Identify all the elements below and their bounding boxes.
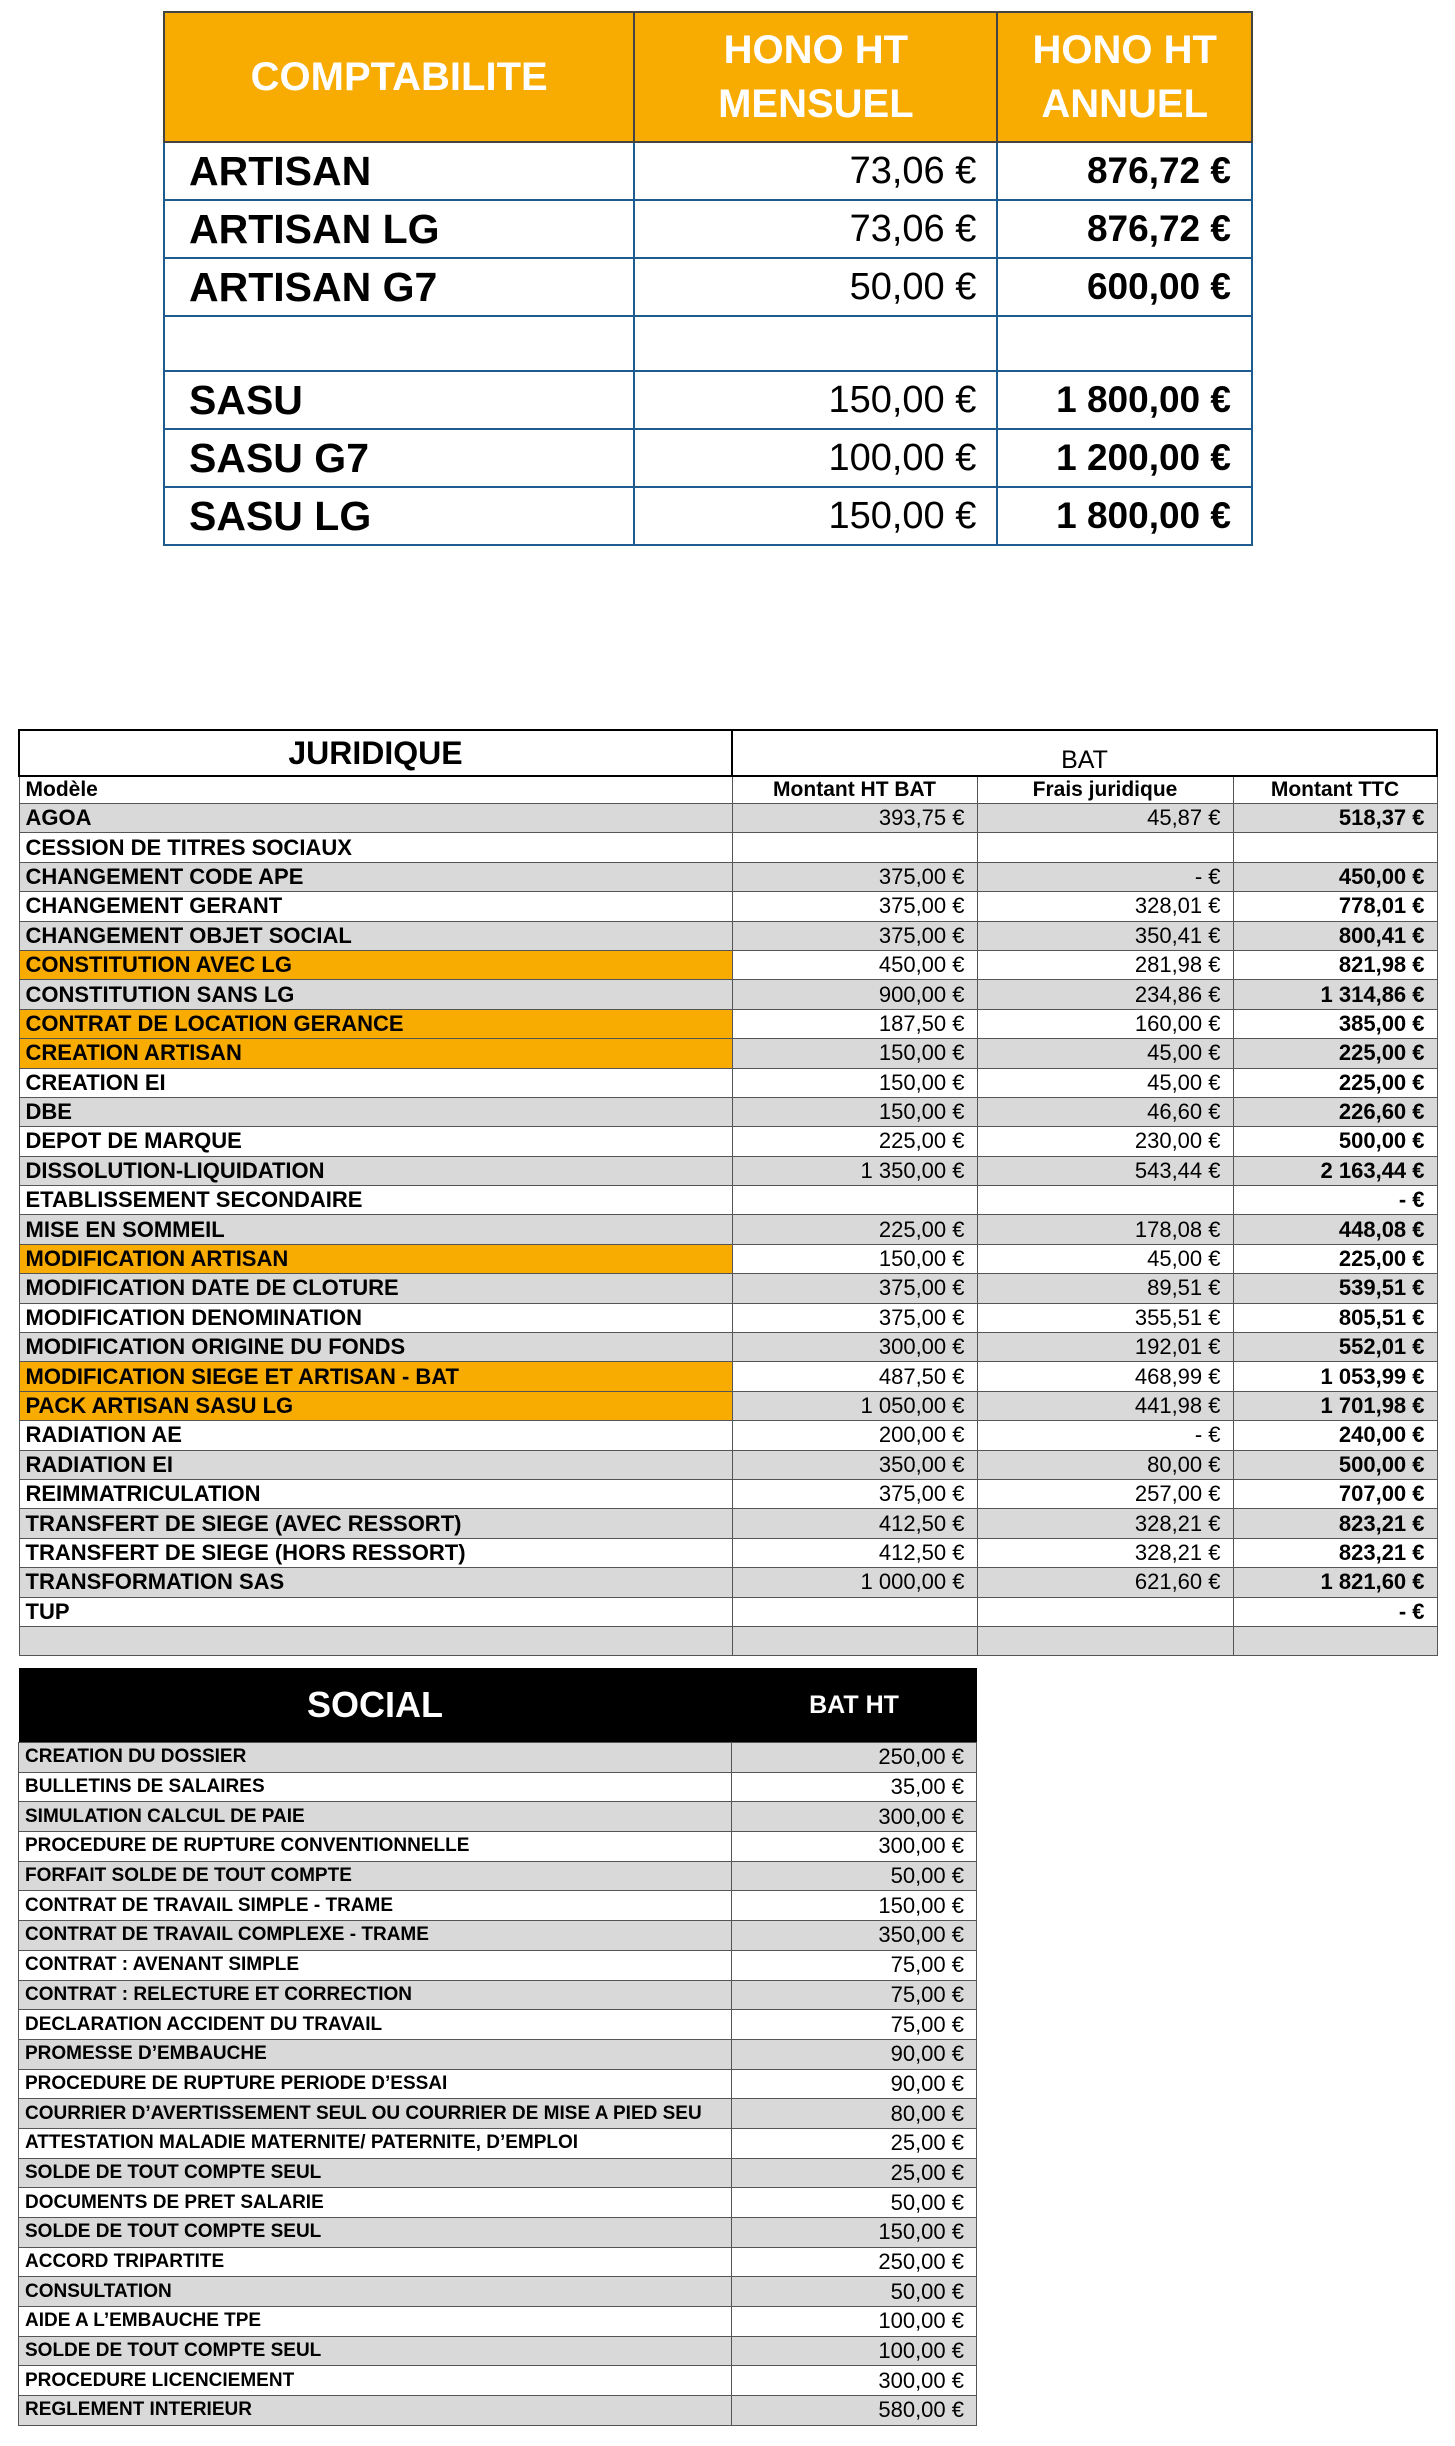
bat-ht-cell: 150,00 € xyxy=(732,1891,977,1921)
juridique-row xyxy=(19,1509,1437,1538)
bat-ht-cell: 90,00 € xyxy=(732,2039,977,2069)
comptabilite-title: COMPTABILITE xyxy=(164,12,634,142)
social-row xyxy=(19,2128,977,2158)
row-label: SASU LG xyxy=(164,487,634,545)
social-label-cell: SIMULATION CALCUL DE PAIE xyxy=(19,1802,732,1832)
comptabilite-row xyxy=(164,316,1252,371)
bat-ht-cell: 90,00 € xyxy=(732,2069,977,2099)
social-label-cell: CREATION DU DOSSIER xyxy=(19,1743,732,1773)
social-row xyxy=(19,1921,977,1951)
bat-ht-cell: 25,00 € xyxy=(732,2128,977,2158)
row-label: ARTISAN xyxy=(164,142,634,200)
social-row xyxy=(19,2188,977,2218)
modele-cell: MISE EN SOMMEIL xyxy=(19,1215,732,1244)
frais-juridique-cell: 230,00 € xyxy=(977,1127,1233,1156)
social-row xyxy=(19,1832,977,1862)
bat-ht-cell: 300,00 € xyxy=(732,2366,977,2396)
social-label-cell: PROCEDURE LICENCIEMENT xyxy=(19,2366,732,2396)
bat-ht-cell: 50,00 € xyxy=(732,2188,977,2218)
juridique-row xyxy=(19,1421,1437,1450)
bat-group-header: BAT xyxy=(732,730,1437,776)
social-row xyxy=(19,2366,977,2396)
juridique-row xyxy=(19,1156,1437,1185)
hono-annuel-cell: 1 200,00 € xyxy=(997,429,1252,487)
montant-ttc-cell: 500,00 € xyxy=(1233,1450,1437,1479)
modele-cell: RADIATION EI xyxy=(19,1450,732,1479)
hono-mensuel-cell: 50,00 € xyxy=(634,258,997,316)
bat-ht-cell: 100,00 € xyxy=(732,2336,977,2366)
social-row xyxy=(19,2396,977,2426)
modele-cell: CHANGEMENT CODE APE xyxy=(19,862,732,891)
frais-juridique-cell xyxy=(977,833,1233,862)
hono-mensuel-cell: 100,00 € xyxy=(634,429,997,487)
bat-ht-cell: 75,00 € xyxy=(732,1950,977,1980)
social-label-cell: PROCEDURE DE RUPTURE CONVENTIONNELLE xyxy=(19,1832,732,1862)
header-hono-mensuel: HONO HT MENSUEL xyxy=(634,12,997,142)
montant-ht-cell: 412,50 € xyxy=(732,1509,977,1538)
modele-cell: RADIATION AE xyxy=(19,1421,732,1450)
modele-cell: DEPOT DE MARQUE xyxy=(19,1127,732,1156)
montant-ht-cell: 150,00 € xyxy=(732,1039,977,1068)
frais-juridique-cell: 350,41 € xyxy=(977,921,1233,950)
frais-juridique-cell: 89,51 € xyxy=(977,1274,1233,1303)
social-row xyxy=(19,2247,977,2277)
montant-ht-cell xyxy=(732,1186,977,1215)
juridique-row xyxy=(19,1479,1437,1508)
social-row xyxy=(19,2307,977,2337)
social-row xyxy=(19,1980,977,2010)
frais-juridique-cell: - € xyxy=(977,1421,1233,1450)
social-label-cell: DECLARATION ACCIDENT DU TRAVAIL xyxy=(19,2010,732,2040)
hono-annuel-cell: 876,72 € xyxy=(997,200,1252,258)
montant-ht-cell: 225,00 € xyxy=(732,1127,977,1156)
montant-ttc-cell: 823,21 € xyxy=(1233,1538,1437,1567)
social-label-cell: DOCUMENTS DE PRET SALARIE xyxy=(19,2188,732,2218)
juridique-row xyxy=(19,1626,1437,1655)
montant-ttc-cell: 518,37 € xyxy=(1233,804,1437,833)
juridique-row xyxy=(19,1068,1437,1097)
col-frais-juridique: Frais juridique xyxy=(977,776,1233,804)
modele-cell: TRANSFORMATION SAS xyxy=(19,1568,732,1597)
hono-mensuel-cell: 150,00 € xyxy=(634,371,997,429)
comptabilite-row xyxy=(164,258,1252,316)
montant-ttc-cell: 821,98 € xyxy=(1233,950,1437,979)
montant-ttc-cell: 448,08 € xyxy=(1233,1215,1437,1244)
montant-ttc-cell: 225,00 € xyxy=(1233,1068,1437,1097)
frais-juridique-cell: 468,99 € xyxy=(977,1362,1233,1391)
bat-ht-cell: 350,00 € xyxy=(732,1921,977,1951)
frais-juridique-cell: 234,86 € xyxy=(977,980,1233,1009)
montant-ttc-cell: 500,00 € xyxy=(1233,1127,1437,1156)
comptabilite-row xyxy=(164,200,1252,258)
montant-ttc-cell: 1 053,99 € xyxy=(1233,1362,1437,1391)
social-label-cell: ATTESTATION MALADIE MATERNITE/ PATERNITE, D’EMPLOI xyxy=(19,2128,732,2158)
social-label-cell: CONSULTATION xyxy=(19,2277,732,2307)
social-label-cell: REGLEMENT INTERIEUR xyxy=(19,2396,732,2426)
montant-ht-cell: 187,50 € xyxy=(732,1009,977,1038)
juridique-row xyxy=(19,1333,1437,1362)
social-label-cell: CONTRAT DE TRAVAIL SIMPLE - TRAME xyxy=(19,1891,732,1921)
montant-ttc-cell xyxy=(1233,1626,1437,1655)
montant-ttc-cell: 385,00 € xyxy=(1233,1009,1437,1038)
modele-cell: TUP xyxy=(19,1597,732,1626)
montant-ht-cell: 375,00 € xyxy=(732,921,977,950)
juridique-body xyxy=(19,804,1437,1656)
montant-ttc-cell: 707,00 € xyxy=(1233,1479,1437,1508)
frais-juridique-cell: 192,01 € xyxy=(977,1333,1233,1362)
montant-ht-cell xyxy=(732,1626,977,1655)
bat-ht-cell: 75,00 € xyxy=(732,2010,977,2040)
hono-annuel-cell: 1 800,00 € xyxy=(997,487,1252,545)
frais-juridique-cell: 355,51 € xyxy=(977,1303,1233,1332)
montant-ht-cell: 375,00 € xyxy=(732,1479,977,1508)
comptabilite-row xyxy=(164,142,1252,200)
social-row xyxy=(19,2039,977,2069)
social-label-cell: COURRIER D’AVERTISSEMENT SEUL OU COURRIER DE MISE A PIED SEU xyxy=(19,2099,732,2129)
hono-annuel-cell: 1 800,00 € xyxy=(997,371,1252,429)
juridique-row xyxy=(19,1597,1437,1626)
juridique-row xyxy=(19,1186,1437,1215)
montant-ht-cell: 450,00 € xyxy=(732,950,977,979)
bat-ht-cell: 250,00 € xyxy=(732,1743,977,1773)
juridique-row xyxy=(19,1215,1437,1244)
frais-juridique-cell: 45,00 € xyxy=(977,1039,1233,1068)
juridique-row xyxy=(19,950,1437,979)
modele-cell: MODIFICATION DENOMINATION xyxy=(19,1303,732,1332)
modele-cell: DISSOLUTION-LIQUIDATION xyxy=(19,1156,732,1185)
frais-juridique-cell: 281,98 € xyxy=(977,950,1233,979)
montant-ht-cell xyxy=(732,1597,977,1626)
modele-cell: CHANGEMENT GERANT xyxy=(19,892,732,921)
montant-ht-cell: 150,00 € xyxy=(732,1097,977,1126)
frais-juridique-cell: 328,01 € xyxy=(977,892,1233,921)
montant-ht-cell: 375,00 € xyxy=(732,1303,977,1332)
social-row xyxy=(19,2069,977,2099)
social-label-cell: PROCEDURE DE RUPTURE PERIODE D’ESSAI xyxy=(19,2069,732,2099)
social-label-cell: SOLDE DE TOUT COMPTE SEUL xyxy=(19,2218,732,2248)
social-row xyxy=(19,2010,977,2040)
frais-juridique-cell: 543,44 € xyxy=(977,1156,1233,1185)
modele-cell: CONSTITUTION AVEC LG xyxy=(19,950,732,979)
social-row xyxy=(19,1743,977,1773)
social-row xyxy=(19,2158,977,2188)
montant-ttc-cell xyxy=(1233,833,1437,862)
social-label-cell: BULLETINS DE SALAIRES xyxy=(19,1772,732,1802)
bat-ht-cell: 250,00 € xyxy=(732,2247,977,2277)
juridique-row xyxy=(19,833,1437,862)
juridique-row xyxy=(19,1391,1437,1420)
modele-cell: ETABLISSEMENT SECONDAIRE xyxy=(19,1186,732,1215)
hono-mensuel-cell: 73,06 € xyxy=(634,142,997,200)
juridique-row xyxy=(19,862,1437,891)
frais-juridique-cell: 328,21 € xyxy=(977,1538,1233,1567)
montant-ht-cell: 375,00 € xyxy=(732,1274,977,1303)
social-row xyxy=(19,1891,977,1921)
modele-cell: CREATION ARTISAN xyxy=(19,1039,732,1068)
frais-juridique-cell: 45,00 € xyxy=(977,1244,1233,1273)
juridique-header-row xyxy=(19,730,1437,776)
juridique-row xyxy=(19,1039,1437,1068)
montant-ht-cell: 150,00 € xyxy=(732,1068,977,1097)
juridique-row xyxy=(19,1568,1437,1597)
modele-cell: REIMMATRICULATION xyxy=(19,1479,732,1508)
frais-juridique-cell: 328,21 € xyxy=(977,1509,1233,1538)
social-row xyxy=(19,1861,977,1891)
frais-juridique-cell: 621,60 € xyxy=(977,1568,1233,1597)
social-label-cell: PROMESSE D’EMBAUCHE xyxy=(19,2039,732,2069)
social-row xyxy=(19,2277,977,2307)
frais-juridique-cell: 46,60 € xyxy=(977,1097,1233,1126)
hono-annuel-cell: 876,72 € xyxy=(997,142,1252,200)
social-label-cell: AIDE A L’EMBAUCHE TPE xyxy=(19,2307,732,2337)
montant-ht-cell: 900,00 € xyxy=(732,980,977,1009)
montant-ht-cell: 225,00 € xyxy=(732,1215,977,1244)
row-label: ARTISAN G7 xyxy=(164,258,634,316)
social-value-header: BAT HT xyxy=(732,1668,977,1743)
modele-cell: TRANSFERT DE SIEGE (AVEC RESSORT) xyxy=(19,1509,732,1538)
header-hono-annuel: HONO HT ANNUEL xyxy=(997,12,1252,142)
juridique-row xyxy=(19,1127,1437,1156)
juridique-columns-row xyxy=(19,776,1437,804)
modele-cell: CONSTITUTION SANS LG xyxy=(19,980,732,1009)
frais-juridique-cell: 80,00 € xyxy=(977,1450,1233,1479)
juridique-row xyxy=(19,921,1437,950)
modele-cell: TRANSFERT DE SIEGE (HORS RESSORT) xyxy=(19,1538,732,1567)
col-montant-ht-bat: Montant HT BAT xyxy=(732,776,977,804)
hono-mensuel-cell xyxy=(634,316,997,371)
juridique-row xyxy=(19,892,1437,921)
comptabilite-row xyxy=(164,487,1252,545)
montant-ttc-cell: 1 314,86 € xyxy=(1233,980,1437,1009)
montant-ttc-cell: 539,51 € xyxy=(1233,1274,1437,1303)
frais-juridique-cell xyxy=(977,1626,1233,1655)
montant-ht-cell: 487,50 € xyxy=(732,1362,977,1391)
social-table xyxy=(18,1668,977,2426)
social-label-cell: CONTRAT : RELECTURE ET CORRECTION xyxy=(19,1980,732,2010)
frais-juridique-cell: 441,98 € xyxy=(977,1391,1233,1420)
bat-ht-cell: 35,00 € xyxy=(732,1772,977,1802)
social-label-cell: SOLDE DE TOUT COMPTE SEUL xyxy=(19,2336,732,2366)
montant-ttc-cell: 226,60 € xyxy=(1233,1097,1437,1126)
juridique-row xyxy=(19,1450,1437,1479)
juridique-row xyxy=(19,1274,1437,1303)
bat-ht-cell: 50,00 € xyxy=(732,2277,977,2307)
modele-cell: MODIFICATION ORIGINE DU FONDS xyxy=(19,1333,732,1362)
montant-ttc-cell: 805,51 € xyxy=(1233,1303,1437,1332)
modele-cell: MODIFICATION ARTISAN xyxy=(19,1244,732,1273)
montant-ttc-cell: 240,00 € xyxy=(1233,1421,1437,1450)
social-title: SOCIAL xyxy=(19,1668,732,1743)
montant-ttc-cell: 1 821,60 € xyxy=(1233,1568,1437,1597)
comptabilite-table xyxy=(163,11,1253,546)
social-body xyxy=(19,1743,977,2426)
juridique-title: JURIDIQUE xyxy=(19,730,732,776)
juridique-row xyxy=(19,1244,1437,1273)
montant-ttc-cell: 823,21 € xyxy=(1233,1509,1437,1538)
bat-ht-cell: 80,00 € xyxy=(732,2099,977,2129)
modele-cell: CHANGEMENT OBJET SOCIAL xyxy=(19,921,732,950)
row-label: SASU xyxy=(164,371,634,429)
social-row xyxy=(19,1950,977,1980)
comptabilite-row xyxy=(164,371,1252,429)
montant-ht-cell: 1 350,00 € xyxy=(732,1156,977,1185)
montant-ttc-cell: - € xyxy=(1233,1597,1437,1626)
montant-ttc-cell: 778,01 € xyxy=(1233,892,1437,921)
montant-ttc-cell: 450,00 € xyxy=(1233,862,1437,891)
montant-ht-cell: 412,50 € xyxy=(732,1538,977,1567)
montant-ht-cell: 300,00 € xyxy=(732,1333,977,1362)
bat-ht-cell: 300,00 € xyxy=(732,1832,977,1862)
juridique-row xyxy=(19,1303,1437,1332)
modele-cell: MODIFICATION DATE DE CLOTURE xyxy=(19,1274,732,1303)
montant-ht-cell: 150,00 € xyxy=(732,1244,977,1273)
frais-juridique-cell: 45,87 € xyxy=(977,804,1233,833)
frais-juridique-cell: 160,00 € xyxy=(977,1009,1233,1038)
montant-ttc-cell: 800,41 € xyxy=(1233,921,1437,950)
comptabilite-body xyxy=(164,142,1252,545)
row-label xyxy=(164,316,634,371)
social-label-cell: ACCORD TRIPARTITE xyxy=(19,2247,732,2277)
montant-ttc-cell: - € xyxy=(1233,1186,1437,1215)
frais-juridique-cell: 45,00 € xyxy=(977,1068,1233,1097)
social-row xyxy=(19,2099,977,2129)
modele-cell: CREATION EI xyxy=(19,1068,732,1097)
juridique-row xyxy=(19,980,1437,1009)
montant-ttc-cell: 225,00 € xyxy=(1233,1244,1437,1273)
row-label: SASU G7 xyxy=(164,429,634,487)
row-label: ARTISAN LG xyxy=(164,200,634,258)
bat-ht-cell: 100,00 € xyxy=(732,2307,977,2337)
bat-ht-cell: 25,00 € xyxy=(732,2158,977,2188)
montant-ttc-cell: 552,01 € xyxy=(1233,1333,1437,1362)
montant-ttc-cell: 1 701,98 € xyxy=(1233,1391,1437,1420)
hono-annuel-cell xyxy=(997,316,1252,371)
frais-juridique-cell: 178,08 € xyxy=(977,1215,1233,1244)
social-header-row xyxy=(19,1668,977,1743)
bat-ht-cell: 150,00 € xyxy=(732,2218,977,2248)
montant-ht-cell: 1 000,00 € xyxy=(732,1568,977,1597)
bat-ht-cell: 75,00 € xyxy=(732,1980,977,2010)
modele-cell: CESSION DE TITRES SOCIAUX xyxy=(19,833,732,862)
juridique-row xyxy=(19,1362,1437,1391)
frais-juridique-cell: - € xyxy=(977,862,1233,891)
social-label-cell: FORFAIT SOLDE DE TOUT COMPTE xyxy=(19,1861,732,1891)
hono-mensuel-cell: 150,00 € xyxy=(634,487,997,545)
social-label-cell: SOLDE DE TOUT COMPTE SEUL xyxy=(19,2158,732,2188)
hono-mensuel-cell: 73,06 € xyxy=(634,200,997,258)
col-modele: Modèle xyxy=(19,776,732,804)
juridique-row xyxy=(19,1538,1437,1567)
comptabilite-row xyxy=(164,429,1252,487)
montant-ttc-cell: 225,00 € xyxy=(1233,1039,1437,1068)
social-row xyxy=(19,1772,977,1802)
montant-ht-cell xyxy=(732,833,977,862)
modele-cell: CONTRAT DE LOCATION GERANCE xyxy=(19,1009,732,1038)
social-row xyxy=(19,1802,977,1832)
social-row xyxy=(19,2218,977,2248)
juridique-row xyxy=(19,1009,1437,1038)
social-label-cell: CONTRAT : AVENANT SIMPLE xyxy=(19,1950,732,1980)
montant-ht-cell: 375,00 € xyxy=(732,862,977,891)
modele-cell: MODIFICATION SIEGE ET ARTISAN - BAT xyxy=(19,1362,732,1391)
juridique-row xyxy=(19,1097,1437,1126)
juridique-row xyxy=(19,804,1437,833)
montant-ht-cell: 375,00 € xyxy=(732,892,977,921)
bat-ht-cell: 580,00 € xyxy=(732,2396,977,2426)
modele-cell: DBE xyxy=(19,1097,732,1126)
social-label-cell: CONTRAT DE TRAVAIL COMPLEXE - TRAME xyxy=(19,1921,732,1951)
frais-juridique-cell: 257,00 € xyxy=(977,1479,1233,1508)
modele-cell: PACK ARTISAN SASU LG xyxy=(19,1391,732,1420)
comptabilite-header-row xyxy=(164,12,1252,142)
montant-ht-cell: 200,00 € xyxy=(732,1421,977,1450)
montant-ht-cell: 350,00 € xyxy=(732,1450,977,1479)
modele-cell xyxy=(19,1626,732,1655)
modele-cell: AGOA xyxy=(19,804,732,833)
montant-ht-cell: 393,75 € xyxy=(732,804,977,833)
frais-juridique-cell xyxy=(977,1186,1233,1215)
bat-ht-cell: 50,00 € xyxy=(732,1861,977,1891)
bat-ht-cell: 300,00 € xyxy=(732,1802,977,1832)
montant-ttc-cell: 2 163,44 € xyxy=(1233,1156,1437,1185)
juridique-table xyxy=(18,729,1438,1656)
col-montant-ttc: Montant TTC xyxy=(1233,776,1437,804)
montant-ht-cell: 1 050,00 € xyxy=(732,1391,977,1420)
social-row xyxy=(19,2336,977,2366)
frais-juridique-cell xyxy=(977,1597,1233,1626)
hono-annuel-cell: 600,00 € xyxy=(997,258,1252,316)
